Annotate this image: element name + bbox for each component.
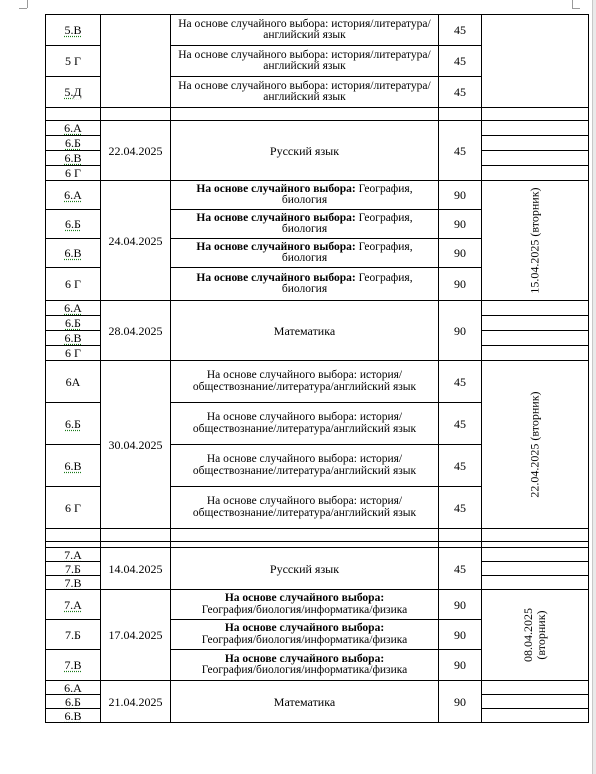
duration-cell: 90: [439, 681, 482, 723]
note-cell-empty: [482, 301, 589, 316]
class-cell: 6.Б: [46, 136, 101, 151]
table-row: [46, 121, 589, 136]
duration-cell: 90: [439, 239, 482, 268]
page-edge-scroll-border: [592, 0, 596, 774]
class-cell: 6 Г: [46, 268, 101, 301]
note-cell-empty: [482, 166, 589, 181]
subject-cell: На основе случайного выбора: история/литература/английский язык: [171, 46, 439, 77]
page-corner-marks: [0, 0, 596, 12]
note-cell-empty: [482, 709, 589, 723]
date-cell: 30.04.2025: [101, 361, 171, 529]
date-cell: 21.04.2025: [101, 681, 171, 723]
note-cell-empty: [482, 695, 589, 709]
table-row: [46, 181, 589, 210]
subject-cell: Русский язык: [171, 121, 439, 181]
note-cell-empty: [482, 681, 589, 695]
duration-cell: 90: [439, 210, 482, 239]
duration-cell: 45: [439, 121, 482, 181]
table-row: [46, 548, 589, 562]
table-row: [46, 15, 589, 46]
class-cell: 7.В: [46, 650, 101, 681]
subject-cell: На основе случайного выбора: География/биология/информатика/физика: [171, 650, 439, 681]
subject-cell: На основе случайного выбора: история/обществознание/литература/английский язык: [171, 487, 439, 529]
subject-cell: На основе случайного выбора: история/обществознание/литература/английский язык: [171, 445, 439, 487]
subject-cell: На основе случайного выбора: География, биология: [171, 181, 439, 210]
class-cell: 6 Г: [46, 487, 101, 529]
note-cell-empty: [482, 562, 589, 576]
class-cell: 6.А: [46, 121, 101, 136]
duration-cell: 45: [439, 445, 482, 487]
class-cell: 6.Б: [46, 403, 101, 445]
class-cell: 6.Б: [46, 210, 101, 239]
spacer-row: [46, 529, 589, 542]
class-cell: 7.В: [46, 576, 101, 590]
class-cell: 5 Г: [46, 46, 101, 77]
subject-cell: На основе случайного выбора: География, биология: [171, 239, 439, 268]
note-cell-empty: [482, 331, 589, 346]
subject-cell: На основе случайного выбора: География/биология/информатика/физика: [171, 590, 439, 620]
class-cell: 6.В: [46, 445, 101, 487]
subject-cell: На основе случайного выбора: География, биология: [171, 268, 439, 301]
class-cell: 6А: [46, 361, 101, 403]
subject-cell: На основе случайного выбора: история/литература/английский язык: [171, 15, 439, 46]
class-cell: 6.А: [46, 681, 101, 695]
class-cell: 7.Б: [46, 562, 101, 576]
table-row: [46, 301, 589, 316]
note-cell-empty: [482, 15, 589, 108]
duration-cell: 45: [439, 15, 482, 46]
date-cell: 17.04.2025: [101, 590, 171, 681]
schedule-table: [45, 14, 589, 723]
note-date-b: 22.04.2025 (вторник): [527, 391, 542, 498]
note-cell-empty: [482, 151, 589, 166]
class-cell: 6.А: [46, 181, 101, 210]
table-row: [46, 361, 589, 403]
date-cell: 28.04.2025: [101, 301, 171, 361]
class-cell: 6.В: [46, 709, 101, 723]
note-cell-empty: [482, 548, 589, 562]
class-cell: 6.Б: [46, 316, 101, 331]
class-cell: 6.А: [46, 301, 101, 316]
duration-cell: 90: [439, 650, 482, 681]
duration-cell: 45: [439, 361, 482, 403]
subject-cell: Русский язык: [171, 548, 439, 590]
note-cell-empty: [482, 346, 589, 361]
duration-cell: 90: [439, 301, 482, 361]
note-cell-empty: [482, 121, 589, 136]
note-cell-vertical: [482, 181, 589, 301]
class-cell: 7.Б: [46, 620, 101, 650]
table-row: [46, 590, 589, 620]
date-cell-empty: [101, 15, 171, 108]
subject-cell: На основе случайного выбора: история/обществознание/литература/английский язык: [171, 403, 439, 445]
duration-cell: 90: [439, 590, 482, 620]
duration-cell: 45: [439, 46, 482, 77]
class-cell: 5.В: [46, 15, 101, 46]
subject-cell: Математика: [171, 301, 439, 361]
note-cell-empty: [482, 576, 589, 590]
note-cell-vertical: [482, 590, 589, 681]
duration-cell: 90: [439, 181, 482, 210]
note-cell-empty: [482, 316, 589, 331]
subject-cell: Математика: [171, 681, 439, 723]
corner-mark-left: [27, 0, 28, 8]
date-cell: 14.04.2025: [101, 548, 171, 590]
class-cell: 7.А: [46, 548, 101, 562]
duration-cell: 45: [439, 548, 482, 590]
duration-cell: 45: [439, 77, 482, 108]
subject-cell: На основе случайного выбора: География, биология: [171, 210, 439, 239]
date-cell: 22.04.2025: [101, 121, 171, 181]
corner-mark-right-h: [572, 8, 580, 9]
table-row: [46, 681, 589, 695]
subject-cell: На основе случайного выбора: история/обществознание/литература/английский язык: [171, 361, 439, 403]
class-cell: 5.Д: [46, 77, 101, 108]
duration-cell: 90: [439, 620, 482, 650]
duration-cell: 90: [439, 268, 482, 301]
subject-cell: На основе случайного выбора: история/литература/английский язык: [171, 77, 439, 108]
class-cell: 6.В: [46, 151, 101, 166]
spacer-row: [46, 108, 589, 121]
note-cell-empty: [482, 136, 589, 151]
class-cell: 6.Б: [46, 695, 101, 709]
class-cell: 6.В: [46, 239, 101, 268]
class-cell: 7.А: [46, 590, 101, 620]
note-cell-vertical: [482, 361, 589, 529]
subject-cell: На основе случайного выбора: География/биология/информатика/физика: [171, 620, 439, 650]
corner-mark-left-h: [19, 8, 27, 9]
corner-mark-right: [572, 0, 573, 8]
date-cell: 24.04.2025: [101, 181, 171, 301]
class-cell: 6 Г: [46, 346, 101, 361]
class-cell: 6 Г: [46, 166, 101, 181]
note-date-a: 15.04.2025 (вторник): [527, 187, 542, 294]
class-cell: 6.В: [46, 331, 101, 346]
duration-cell: 45: [439, 403, 482, 445]
note-date-c: 08.04.2025 (вторник): [521, 608, 549, 662]
duration-cell: 45: [439, 487, 482, 529]
